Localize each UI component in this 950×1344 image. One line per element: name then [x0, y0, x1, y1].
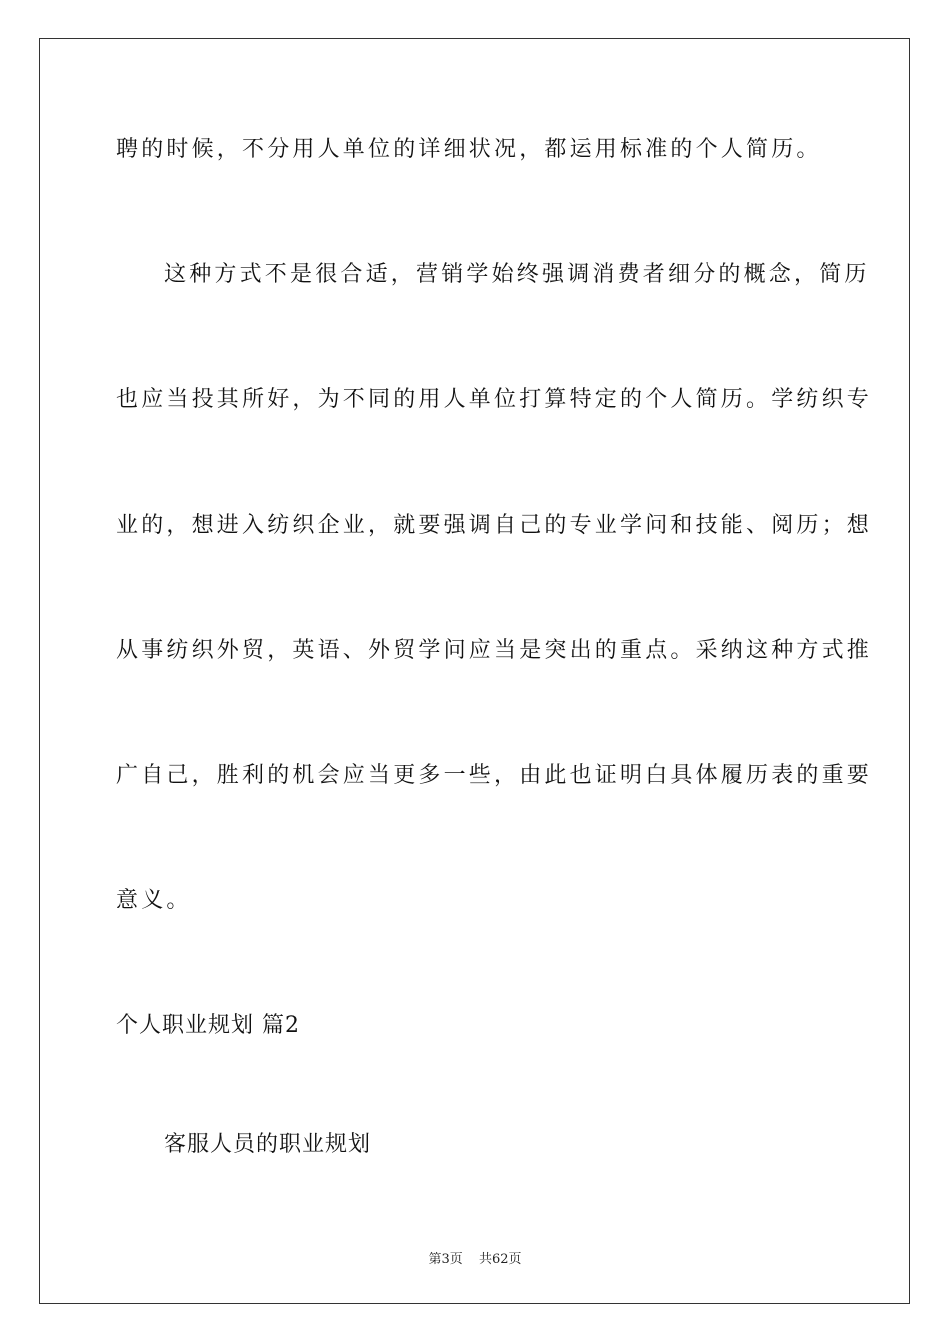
body-line-1: 聘的时候，不分用人单位的详细状况，都运用标准的个人简历。: [116, 137, 822, 162]
section-heading: 个人职业规划 篇2: [116, 1013, 300, 1038]
page-total: 共62页: [478, 1252, 522, 1267]
body-line-5: 从事纺织外贸，英语、外贸学问应当是突出的重点。采纳这种方式推: [116, 638, 873, 663]
page-number: 第3页: [428, 1252, 463, 1267]
page-border: [39, 38, 910, 1304]
body-line-7: 意义。: [116, 888, 192, 913]
body-line-4: 业的，想进入纺织企业，就要强调自己的专业学问和技能、阅历；想: [116, 513, 873, 538]
body-line-6: 广自己，胜利的机会应当更多一些，由此也证明白具体履历表的重要: [116, 763, 873, 788]
body-line-3: 也应当投其所好，为不同的用人单位打算特定的个人简历。学纺织专: [116, 387, 873, 412]
page-footer: [0, 1248, 950, 1267]
body-line-2: 这种方式不是很合适，营销学始终强调消费者细分的概念，简历: [164, 262, 870, 287]
section-subheading: 客服人员的职业规划: [164, 1132, 372, 1157]
